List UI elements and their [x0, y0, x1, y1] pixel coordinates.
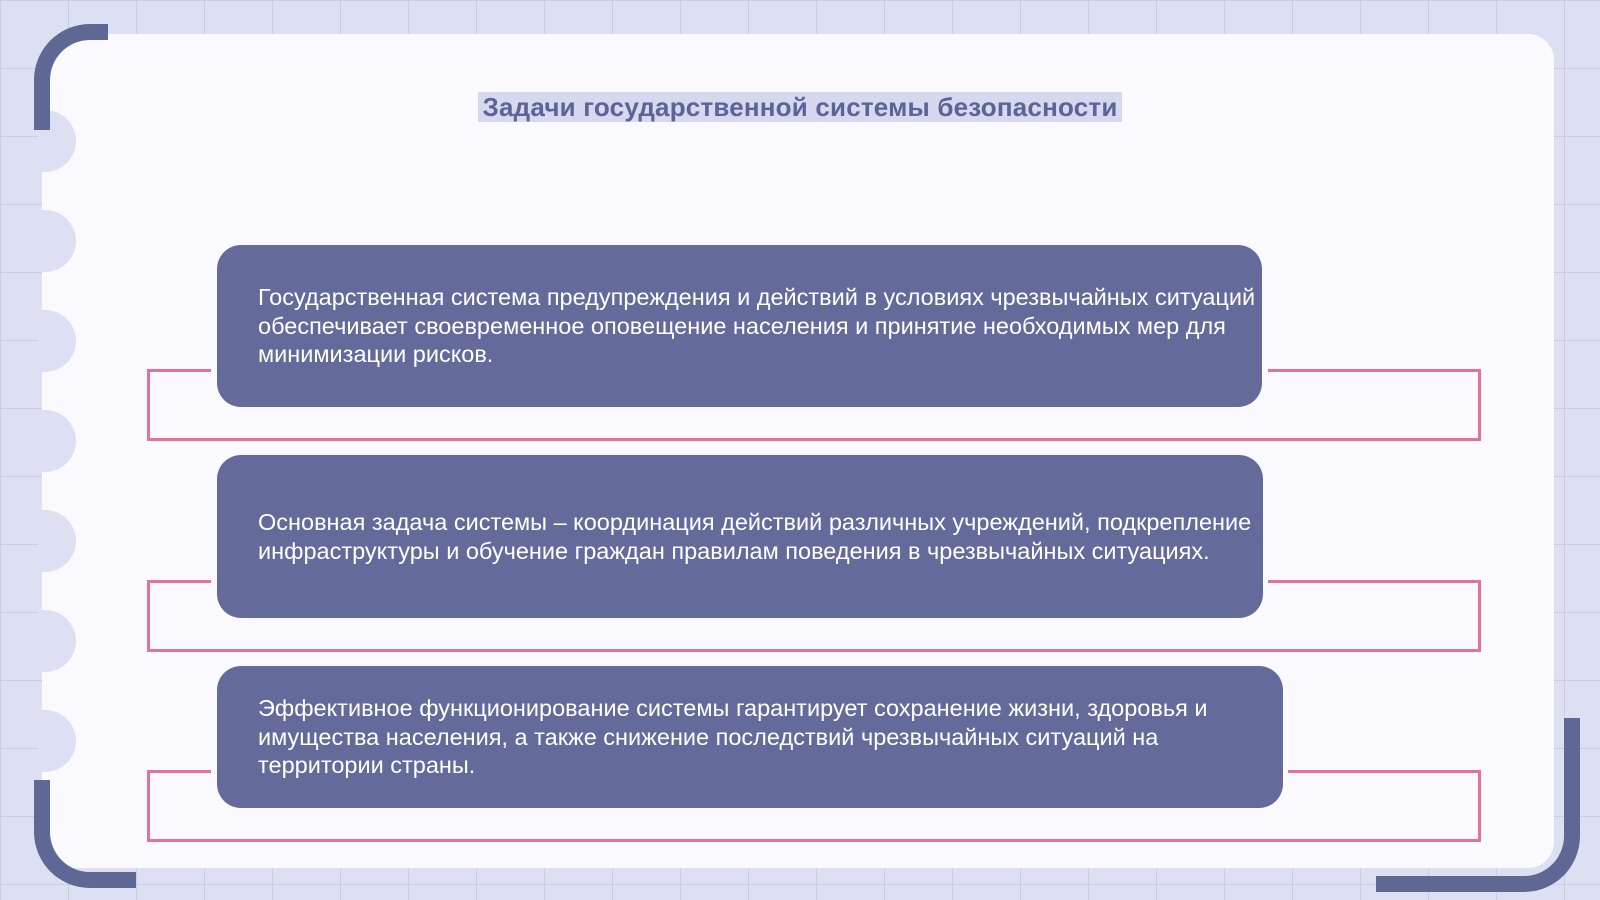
item-text: Государственная система предупреждения и действий в условиях чрезвычайных ситуаций обеспечивает своевременное оповещение населения и принятие необходимых мер для минимизации рисков.: [258, 284, 1256, 368]
item-box: [217, 666, 1283, 808]
item-text: Эффективное функционирование системы гарантирует сохранение жизни, здоровья и имущества населения, а также снижение последствий чрезвычайных ситуаций на территории страны.: [258, 695, 1208, 779]
item-text: Основная задача системы – координация действий различных учреждений, подкрепление инфраструктуры и обучение граждан правилам поведения в чрезвычайных ситуациях.: [258, 508, 1252, 564]
item-box: [217, 455, 1263, 618]
corner-bracket-bottom-left: [34, 780, 136, 888]
item-box: [217, 245, 1262, 407]
slide-title-text: Задачи государственной системы безопасности: [478, 92, 1121, 122]
slide-title: [0, 92, 1600, 123]
